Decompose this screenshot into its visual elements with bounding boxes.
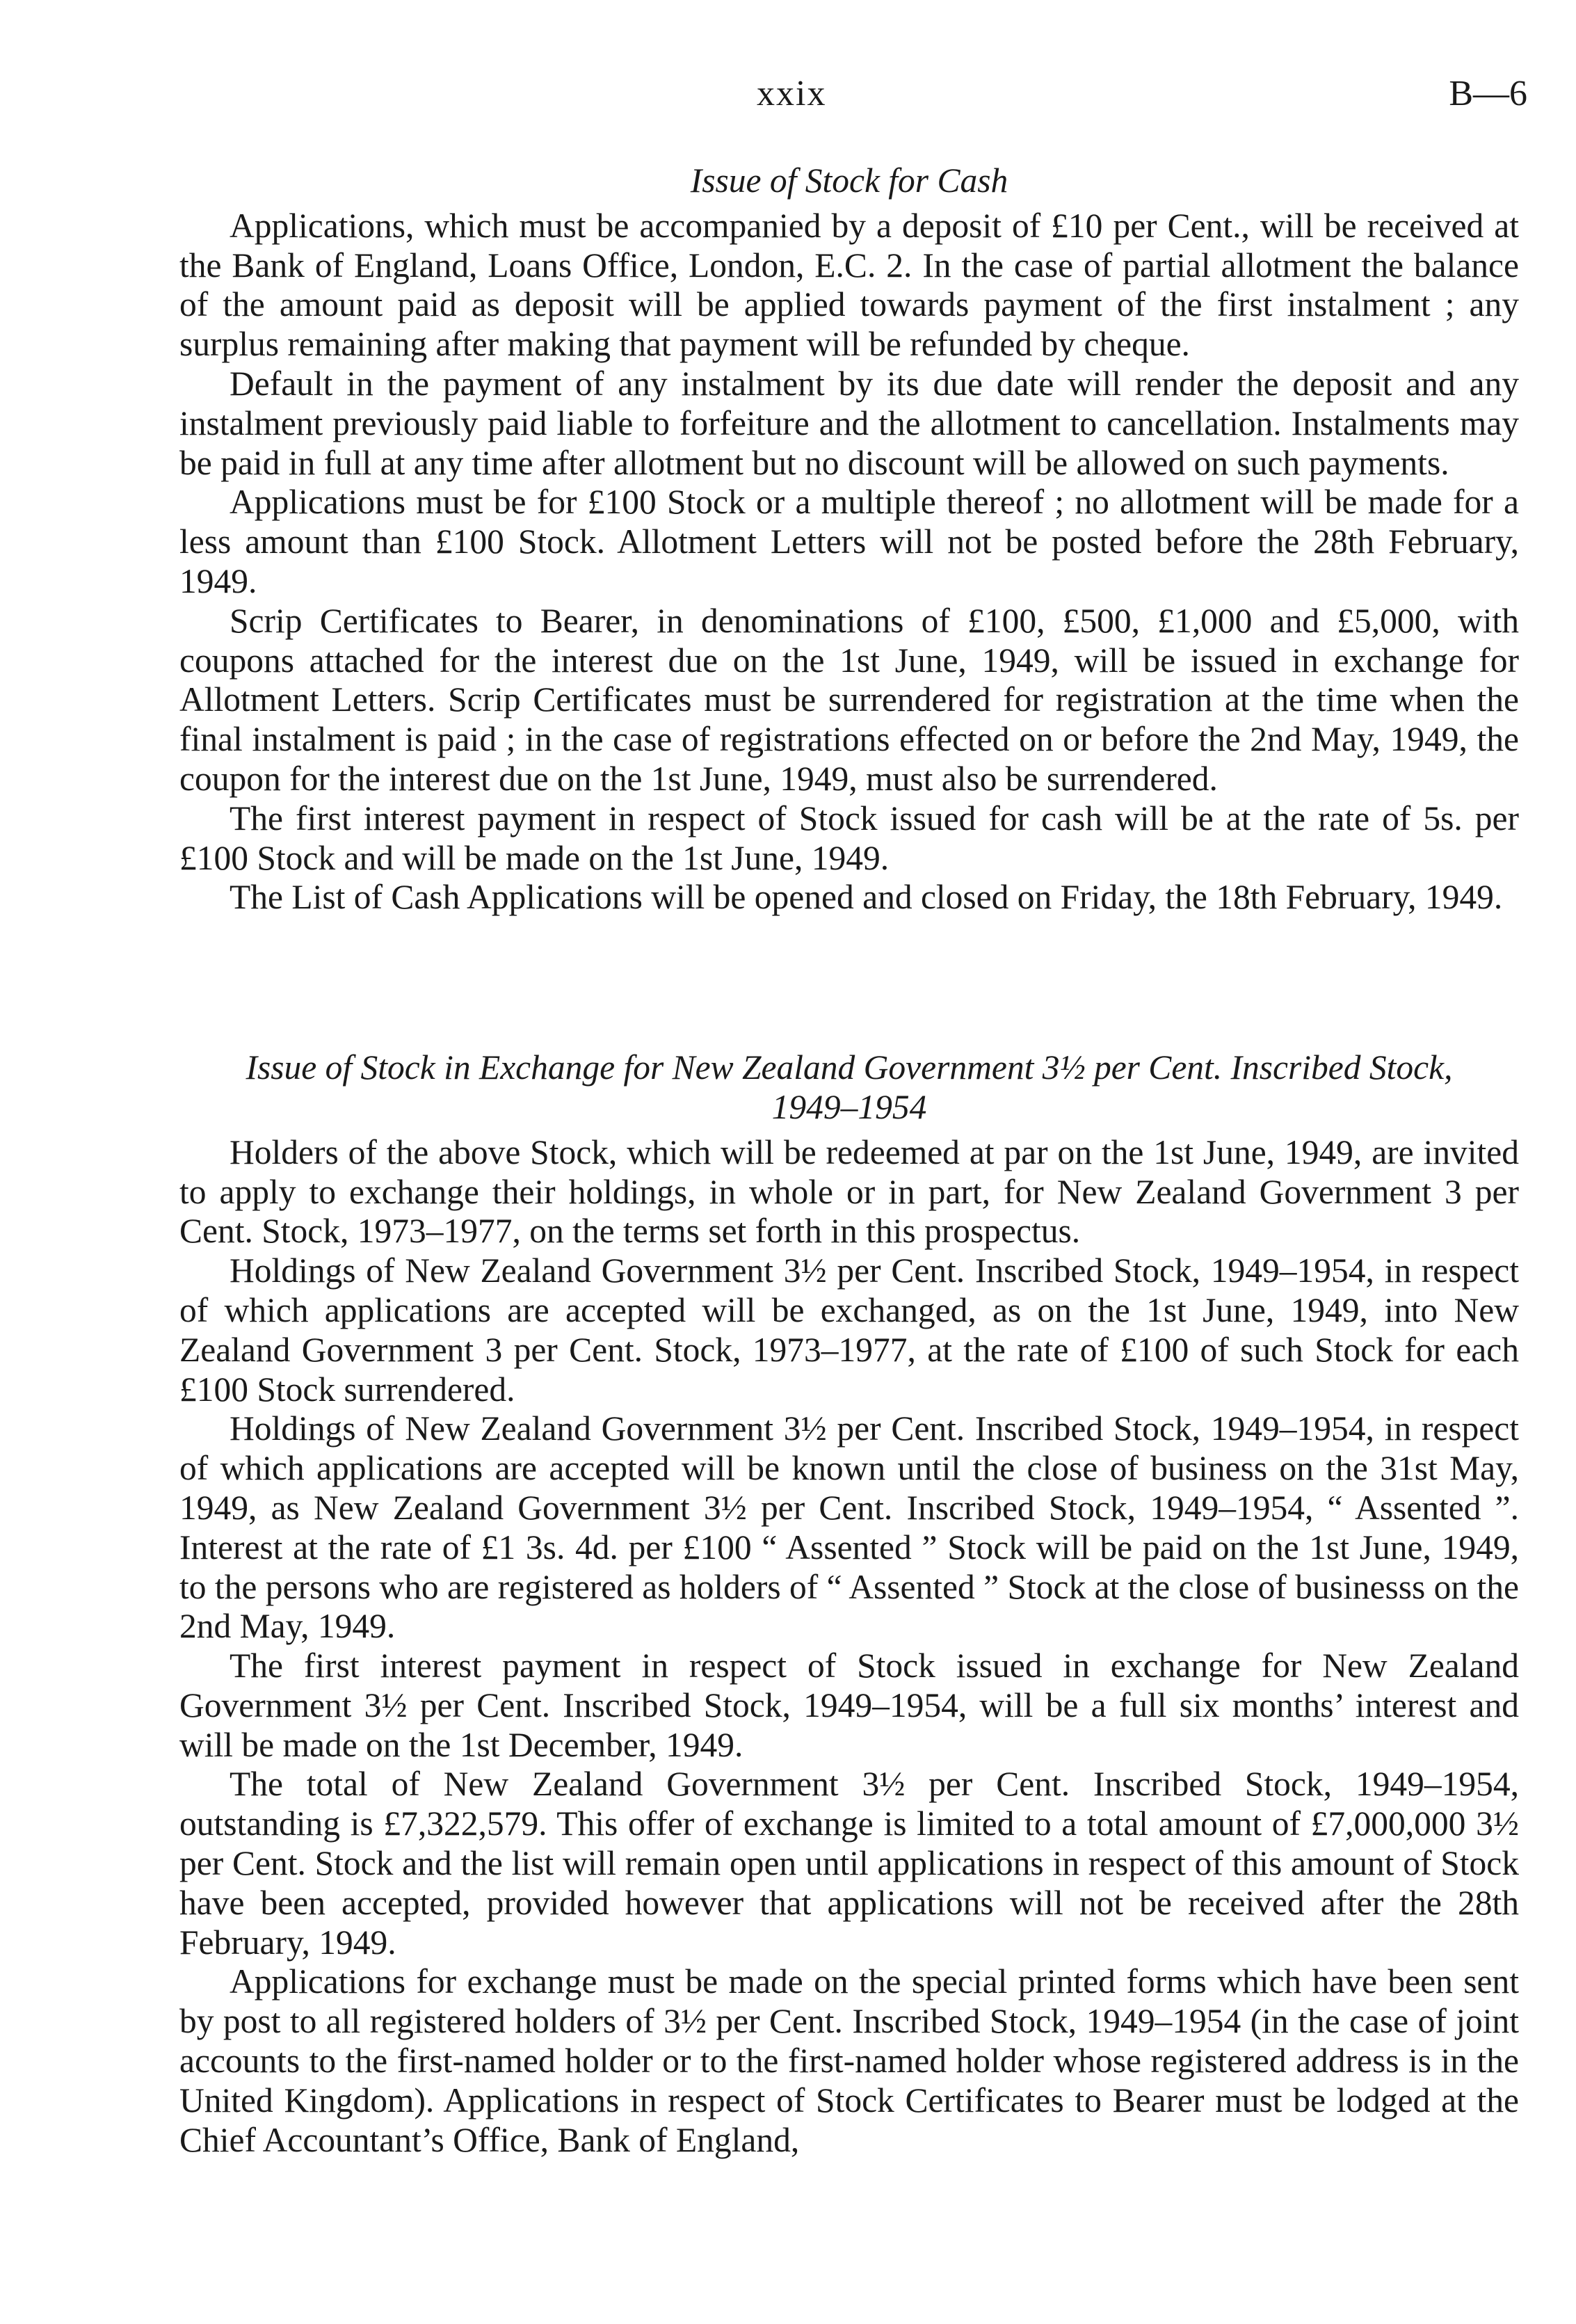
paragraph: Holdings of New Zealand Government 3½ per Cent. Inscribed Stock, 1949–1954, in respect of which applications are accepted will be exchanged, as on the 1st June, 1949, into New Zealand Government 3 per Cent. Stock, 1973–1977, at the rate of £100 of such Stock for each £100 Stock surrendered.: [179, 1251, 1519, 1409]
paragraph: Applications, which must be accompanied by a deposit of £10 per Cent., will be received at the Bank of England, Loans Office, London, E.C. 2. In the case of partial allotment the balance of the amount paid as deposit will be applied towards payment of the first instalment ; any surplus remaining after making that payment will be refunded by cheque.: [179, 206, 1519, 364]
paragraph: Holdings of New Zealand Government 3½ per Cent. Inscribed Stock, 1949–1954, in respect of which applications are accepted will be known until the close of business on the 31st May, 1949, as New Zealand Government 3½ per Cent. Inscribed Stock, 1949–1954, “ Assented ”. Interest at the rate of £1 3s. 4d. per £100 “ Assented ” Stock will be paid on the 1st June, 1949, to the persons who are registered as holders of “ Assented ” Stock at the close of businesss on the 2nd May, 1949.: [179, 1409, 1519, 1646]
page-number: xxix: [757, 74, 827, 113]
paragraph: Holders of the above Stock, which will be redeemed at par on the 1st June, 1949, are invited to apply to exchange their holdings, in whole or in part, for New Zealand Government 3 per Cent. Stock, 1973–1977, on the terms set forth in this prospectus.: [179, 1132, 1519, 1251]
section-heading: [179, 1048, 1519, 1128]
section-heading-line-2: 1949–1954: [771, 1087, 927, 1126]
paragraph: The first interest payment in respect of Stock issued for cash will be at the rate of 5s. per £100 Stock and will be made on the 1st June, 1949.: [179, 799, 1519, 877]
paragraph: Scrip Certificates to Bearer, in denominations of £100, £500, £1,000 and £5,000, with coupons attached for the interest due on the 1st June, 1949, will be issued in exchange for Allotment Letters. Scrip Certificates must be surrendered for registration at the time when the final instalment is paid ; in the case of registrations effected on or before the 2nd May, 1949, the coupon for the interest due on the 1st June, 1949, must also be surrendered.: [179, 601, 1519, 798]
paragraph: The total of New Zealand Government 3½ per Cent. Inscribed Stock, 1949–1954, outstanding is £7,322,579. This offer of exchange is limited to a total amount of £7,000,000 3½ per Cent. Stock and the list will remain open until applications in respect of this amount of Stock have been accepted, provided however that applications will not be received after the 28th February, 1949.: [179, 1765, 1519, 1962]
page-header: [0, 73, 1576, 122]
paragraph: Default in the payment of any instalment by its due date will render the deposit and any instalment previously paid liable to forfeiture and the allotment to cancellation. Instalments may be paid in full at any time after allotment but no discount will be allowed on such payments.: [179, 364, 1519, 482]
paragraph: Applications must be for £100 Stock or a multiple thereof ; no allotment will be made for a less amount than £100 Stock. Allotment Letters will not be posted before the 28th February, 1949.: [179, 483, 1519, 600]
paragraph: Applications for exchange must be made on the special printed forms which have been sent by post to all registered holders of 3½ per Cent. Inscribed Stock, 1949–1954 (in the case of joint accounts to the first-named holder or to the first-named holder whose registered address is in the United Kingdom). Applications in respect of Stock Certificates to Bearer must be lodged at the Chief Accountant’s Office, Bank of England,: [179, 1962, 1519, 2159]
document-reference: B—6: [1449, 74, 1527, 113]
section-heading-line-1: Issue of Stock in Exchange for New Zealand Government 3½ per Cent. Inscribed Stock,: [246, 1048, 1453, 1087]
paragraph: The List of Cash Applications will be opened and closed on Friday, the 18th February, 1949.: [230, 878, 1503, 917]
section-issue-in-exchange: [179, 1048, 1519, 2160]
document-body: [179, 161, 1519, 2160]
section-spacer: [179, 917, 1519, 1048]
section-issue-for-cash: [179, 161, 1519, 917]
paragraph: The first interest payment in respect of Stock issued in exchange for New Zealand Government 3½ per Cent. Inscribed Stock, 1949–1954, will be a full six months’ interest and will be made on the 1st December, 1949.: [179, 1646, 1519, 1764]
section-heading: Issue of Stock for Cash: [690, 161, 1008, 200]
